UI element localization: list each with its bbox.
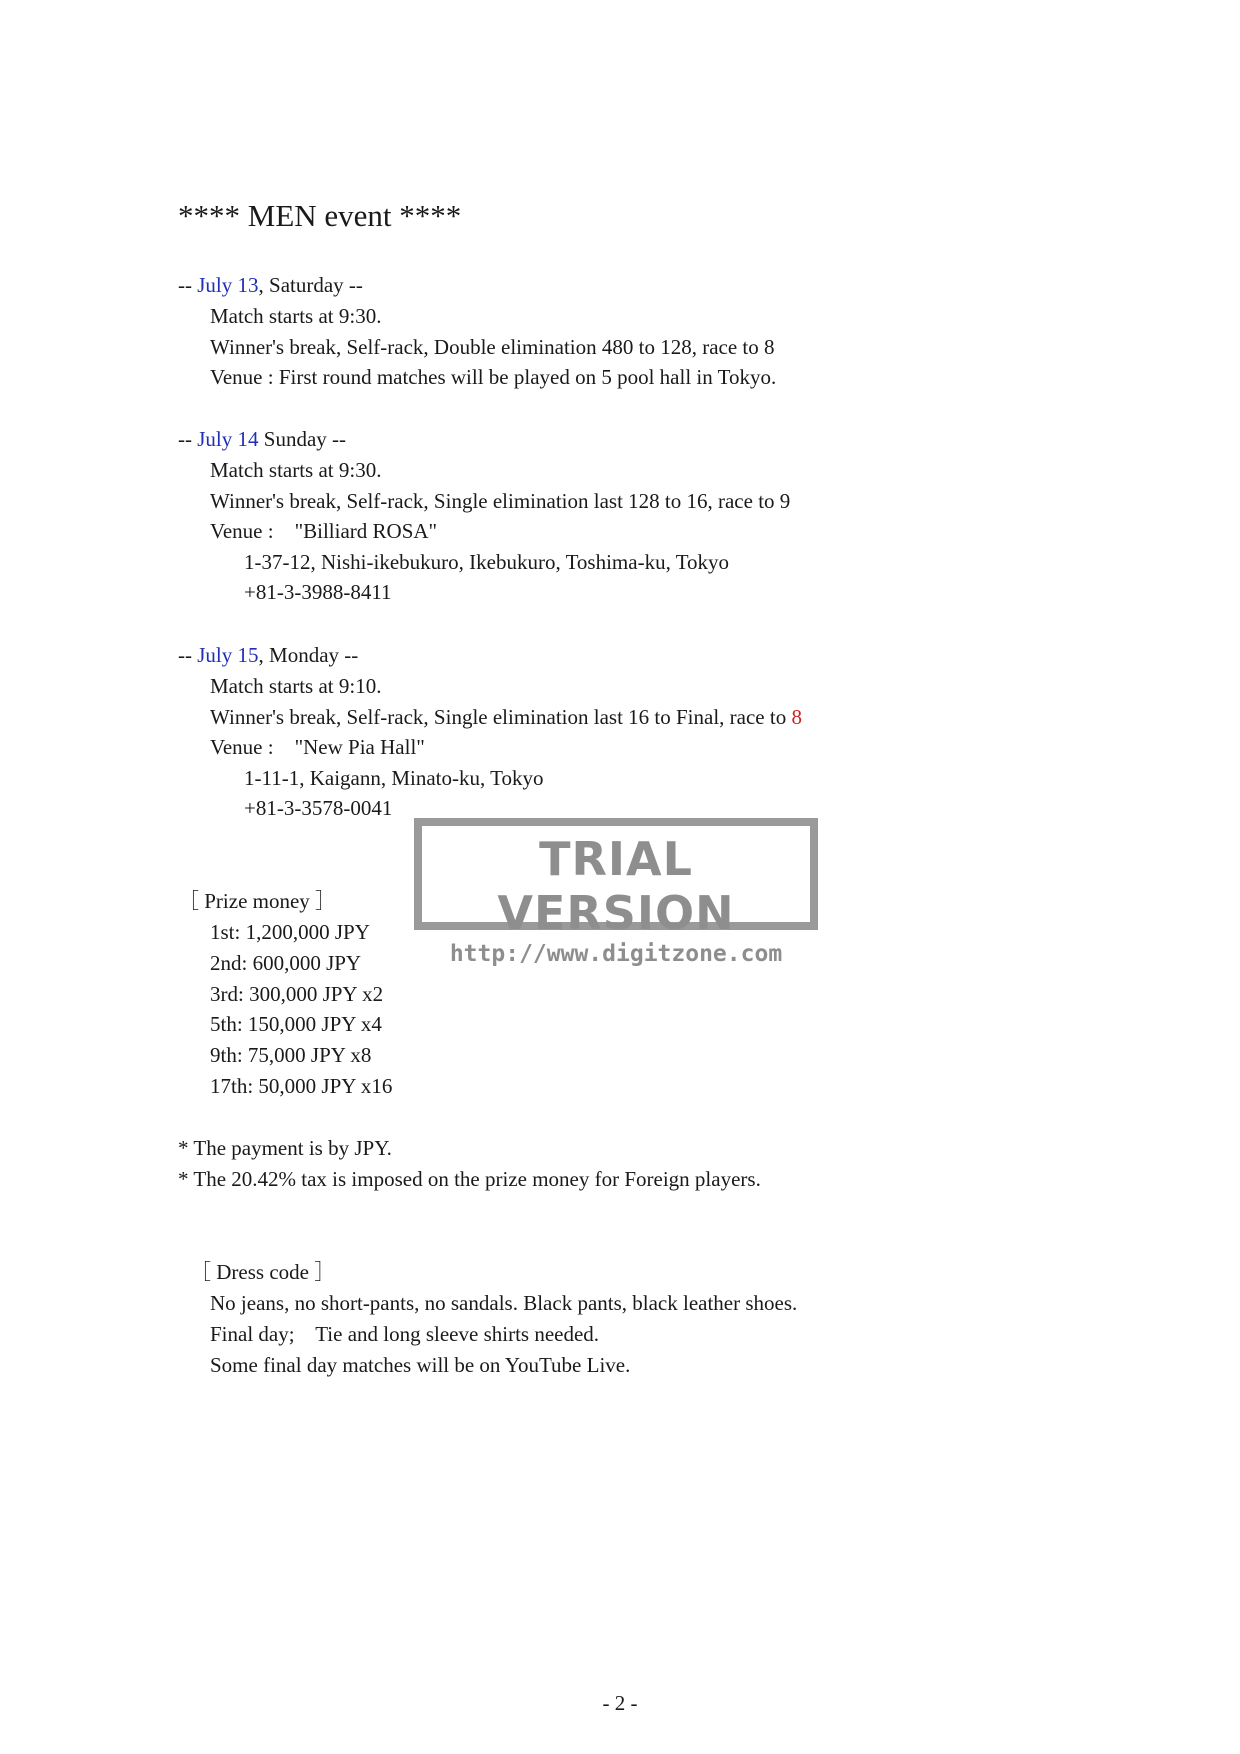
dress-code-item: No jeans, no short-pants, no sandals. Black pants, black leather shoes. bbox=[210, 1291, 798, 1315]
watermark-title: TRIAL VERSION bbox=[497, 832, 735, 940]
day-prefix: -- bbox=[178, 643, 198, 667]
day-heading-july-13 bbox=[178, 270, 363, 300]
day-date: July 13 bbox=[197, 273, 259, 297]
day-date: July 15 bbox=[197, 643, 259, 667]
prize-item: 3rd: 300,000 JPY x2 bbox=[210, 982, 384, 1006]
page-title: **** MEN event **** bbox=[178, 198, 462, 233]
venue-phone: +81-3-3988-8411 bbox=[244, 580, 392, 604]
match-start-time: Match starts at 9:10. bbox=[210, 674, 382, 698]
prize-item: 9th: 75,000 JPY x8 bbox=[210, 1043, 372, 1067]
day-heading-july-15 bbox=[178, 640, 358, 670]
prize-item: 2nd: 600,000 JPY bbox=[210, 951, 362, 975]
match-format-text: Winner's break, Self-rack, Single elimination last 16 to Final, race to bbox=[210, 705, 792, 729]
prize-item: 17th: 50,000 JPY x16 bbox=[210, 1074, 393, 1098]
dress-code-heading: ［ Dress code ］ bbox=[190, 1260, 336, 1284]
venue-address: 1-11-1, Kaigann, Minato-ku, Tokyo bbox=[244, 766, 544, 790]
day-suffix: , Monday -- bbox=[258, 643, 359, 667]
match-start-time: Match starts at 9:30. bbox=[210, 458, 382, 482]
payment-note: * The payment is by JPY. bbox=[178, 1136, 392, 1160]
day-prefix: -- bbox=[178, 427, 198, 451]
day-suffix: , Saturday -- bbox=[258, 273, 363, 297]
dress-code-item: Some final day matches will be on YouTube Live. bbox=[210, 1353, 631, 1377]
day-date: July 14 bbox=[197, 427, 259, 451]
match-format: Winner's break, Self-rack, Single elimination last 128 to 16, race to 9 bbox=[210, 489, 791, 513]
tax-note: * The 20.42% tax is imposed on the prize money for Foreign players. bbox=[178, 1167, 761, 1191]
venue-address: 1-37-12, Nishi-ikebukuro, Ikebukuro, Toshima-ku, Tokyo bbox=[244, 550, 730, 574]
watermark-url: http://www.digitzone.com bbox=[449, 941, 783, 967]
prize-item: 5th: 150,000 JPY x4 bbox=[210, 1012, 382, 1036]
day-heading-july-14 bbox=[178, 424, 346, 454]
venue-line: Venue : "New Pia Hall" bbox=[210, 735, 425, 759]
dress-code-item: Final day; Tie and long sleeve shirts needed. bbox=[210, 1322, 600, 1346]
day-prefix: -- bbox=[178, 273, 198, 297]
prize-money-heading: ［ Prize money ］ bbox=[178, 889, 337, 913]
venue-phone: +81-3-3578-0041 bbox=[244, 796, 393, 820]
page-number: - 2 - bbox=[602, 1691, 638, 1715]
race-to-highlight: 8 bbox=[791, 705, 802, 729]
match-format bbox=[210, 702, 802, 732]
prize-item: 1st: 1,200,000 JPY bbox=[210, 920, 370, 944]
match-format: Winner's break, Self-rack, Double elimination 480 to 128, race to 8 bbox=[210, 335, 775, 359]
venue-line: Venue : "Billiard ROSA" bbox=[210, 519, 438, 543]
venue-line: Venue : First round matches will be played on 5 pool hall in Tokyo. bbox=[210, 365, 777, 389]
day-suffix: Sunday -- bbox=[258, 427, 347, 451]
match-start-time: Match starts at 9:30. bbox=[210, 304, 382, 328]
trial-version-watermark bbox=[414, 818, 818, 967]
